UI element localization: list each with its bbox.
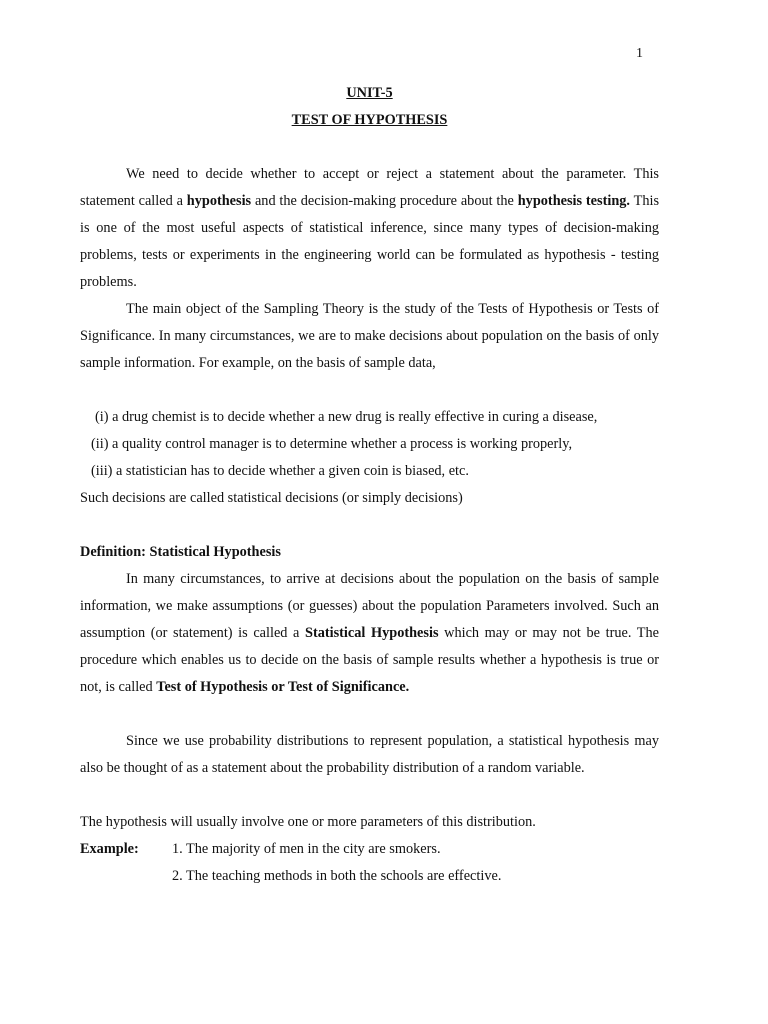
decisions-line: Such decisions are called statistical decisions (or simply decisions)	[80, 490, 463, 506]
statistical-hypothesis-term: Statistical Hypothesis	[305, 625, 439, 641]
test-of-hypothesis-term: Test of Hypothesis or Test of Significance.	[156, 679, 410, 695]
intro-text-a: We need to decide whether to accept or reject a statement about the parameter. This statement called a	[80, 166, 659, 209]
spacer	[80, 701, 659, 728]
page-number: 1	[636, 46, 643, 61]
definition-text-a: In many circumstances, to arrive at decisions about the population on the basis of sample information, we make assumptions (or guesses) about the population Parameters involved. Such an assumption (or statement) is called a	[80, 571, 659, 641]
probability-paragraph: Since we use probability distributions to represent population, a statistical hypothesis may also be thought of as a statement about the probability distribution of a random variable.	[80, 733, 659, 776]
example-label-spacer	[80, 863, 172, 890]
spacer	[80, 377, 659, 404]
spacer	[80, 512, 659, 539]
intro-paragraph-1	[80, 161, 659, 296]
hypothesis-testing-term: hypothesis testing.	[517, 193, 631, 209]
hypothesis-term: hypothesis	[186, 193, 252, 209]
intro-text-c: and the decision-making procedure about the	[251, 193, 518, 209]
list-item: (iii) a statistician has to decide whether a given coin is biased, etc.	[91, 463, 469, 479]
unit-title: UNIT-5	[346, 85, 393, 101]
example-item: 1. The majority of men in the city are smokers.	[172, 841, 441, 857]
intro-paragraph-2: The main object of the Sampling Theory is the study of the Tests of Hypothesis or Tests of Significance. In many circumstances, we are to make decisions about population on the basis of only sample information. For example, on the basis of sample data,	[80, 301, 659, 371]
parameters-line: The hypothesis will usually involve one or more parameters of this distribution.	[80, 814, 536, 830]
list-item: (i) a drug chemist is to decide whether a new drug is really effective in curing a disease,	[95, 409, 598, 425]
main-title: TEST OF HYPOTHESIS	[291, 112, 448, 128]
example-item: 2. The teaching methods in both the schools are effective.	[172, 868, 502, 884]
intro-text-d: This is one of the most useful aspects of statistical inference, since many types of decision-making problems, tests or experiments in the engineering world can be formulated as hypothesis - testing problems.	[80, 193, 660, 290]
definition-paragraph	[80, 566, 659, 701]
example-row	[80, 863, 659, 890]
example-row	[80, 836, 659, 863]
spacer	[80, 782, 659, 809]
example-label: Example:	[80, 841, 139, 857]
definition-heading: Definition: Statistical Hypothesis	[80, 544, 281, 560]
list-item: (ii) a quality control manager is to determine whether a process is working properly,	[91, 436, 573, 452]
page-content	[80, 80, 659, 890]
spacer	[80, 134, 659, 161]
definition-text-c: which may or may not be true. The procedure which enables us to decide on the basis of sample results whether a hypothesis is true or not, is called	[80, 625, 659, 695]
